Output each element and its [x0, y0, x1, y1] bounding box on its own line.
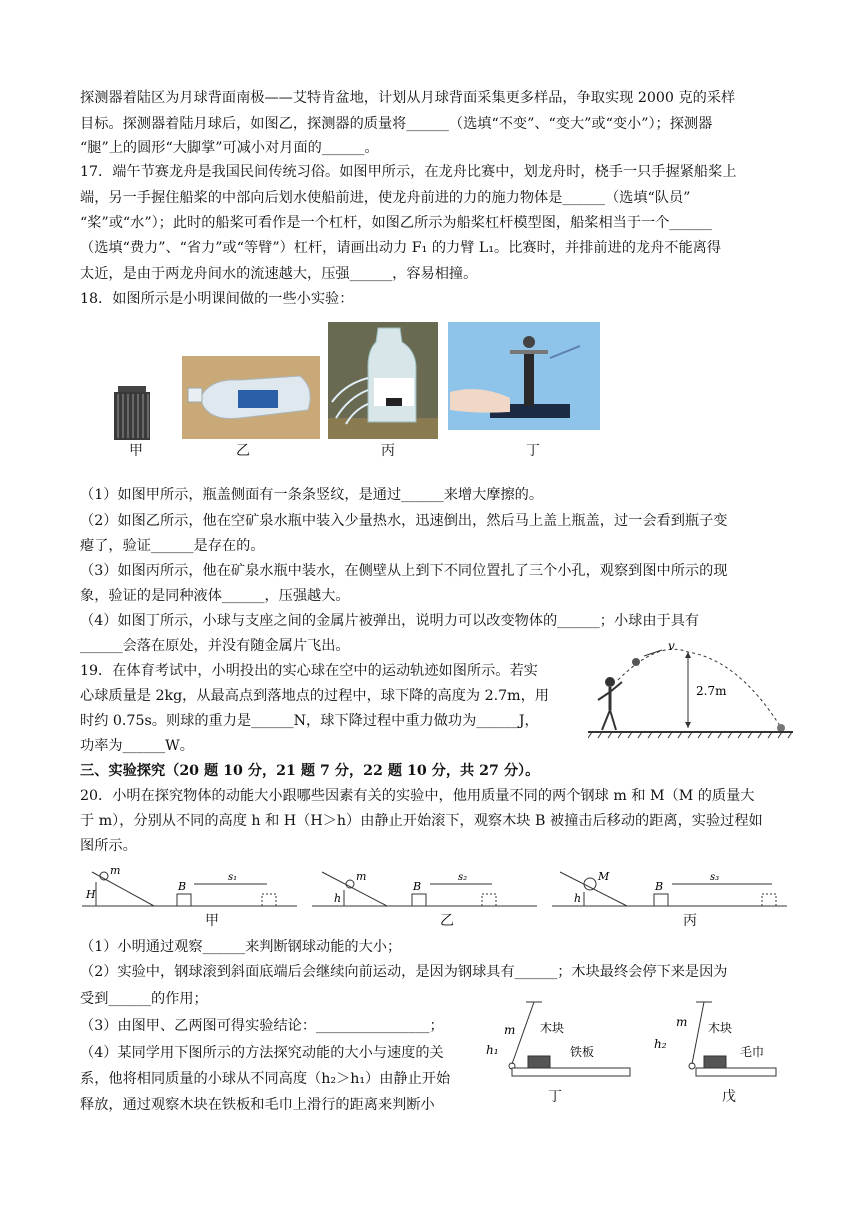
figure-19-shotput: [588, 640, 793, 746]
text-line: （4）某同学用下图所示的方法探究动能的大小与速度的关: [80, 1045, 444, 1061]
crushed-bottle-image: [182, 356, 320, 439]
height-label: 2.7m: [696, 684, 727, 698]
text-line: ______会落在原处，并没有随金属片飞出。: [80, 638, 350, 654]
text-line: （选填“费力”、“省力”或“等臂”）杠杆，请画出动力 F₁ 的力臂 L₁。比赛时，并排前进的龙舟不能离得: [80, 240, 722, 256]
caption-ding: 丁: [526, 443, 540, 459]
caption-ding: 丁: [548, 1089, 562, 1105]
text-line: 探测器着陆区为月球背面南极——艾特肯盆地，计划从月球背面采集更多样品，争取实现 2000 克的采样: [80, 90, 736, 106]
text-line: （2）如图乙所示，他在空矿泉水瓶中装入少量热水，迅速倒出，然后马上盖上瓶盖，过一会看到瓶子变: [80, 513, 728, 529]
caption-jia: 甲: [205, 913, 219, 929]
caption-yi: 乙: [236, 443, 250, 459]
text-line: 功率为______W。: [80, 738, 194, 754]
text-line: （3）由图甲、乙两图可得实验结论：________________；: [80, 1018, 444, 1034]
question-19: 19．在体育考试中，小明投出的实心球在空中的运动轨迹如图所示。若实: [80, 663, 538, 679]
svg-text:h₂: h₂: [654, 1037, 667, 1051]
question-18: 18．如图所示是小明课间做的一些小实验：: [80, 291, 354, 307]
svg-text:M: M: [598, 870, 610, 883]
text-line: 心球质量是 2kg，从最高点到落地点的过程中，球下降的高度为 2.7m，用: [80, 688, 549, 704]
text-line: （4）如图丁所示，小球与支座之间的金属片被弹出，说明力可以改变物体的______；小球由于具有: [80, 613, 700, 629]
text-line: 瘪了，验证______是存在的。: [80, 538, 265, 554]
svg-text:m: m: [676, 1015, 688, 1029]
figure-20-pendulums: [482, 994, 792, 1104]
velocity-label: v: [668, 640, 675, 653]
svg-text:m: m: [110, 866, 121, 877]
water-bottle-jets-image: [328, 322, 438, 439]
svg-text:h: h: [334, 892, 342, 905]
question-20: 20．小明在探究物体的动能大小跟哪些因素有关的实验中，他用质量不同的两个钢球 m 和 M（M 的质量大: [80, 788, 755, 804]
caption-jia: 甲: [129, 443, 143, 459]
text-line: 目标。探测器着陆月球后，如图乙，探测器的质量将______（选填“不变”、“变大”或“变小”）；探测器: [80, 116, 713, 132]
text-line: 释放，通过观察木块在铁板和毛巾上滑行的距离来判断小: [80, 1097, 435, 1113]
pendulum-ding: [486, 1002, 630, 1076]
text-line: 受到______的作用；: [80, 991, 208, 1007]
text-line: （2）实验中，钢球滚到斜面底端后会继续向前运动，是因为钢球具有______；木块最终会停下来是因为: [80, 964, 728, 980]
text-line: （1）小明通过观察______来判断钢球动能的大小；: [80, 939, 402, 955]
text-line: 系，他将相同质量的小球从不同高度（h₂＞h₁）由静止开始: [80, 1071, 451, 1087]
question-17: 17．端午节赛龙舟是我国民间传统习俗。如图甲所示，在龙舟比赛中，划龙舟时，桡手一只手握紧船桨上: [80, 164, 737, 180]
svg-text:毛巾: 毛巾: [740, 1045, 765, 1059]
svg-text:s₂: s₂: [458, 872, 468, 883]
pendulum-wu: [654, 1002, 776, 1076]
svg-text:s₁: s₁: [228, 872, 238, 883]
text-line: “桨”或“水”）；此时的船桨可看作是一个杠杆，如图乙所示为船桨杠杆模型图，船桨相当于一个______: [80, 215, 712, 231]
svg-text:木块: 木块: [708, 1021, 733, 1035]
text-line: “腿”上的圆形“大脚掌”可减小对月面的______。: [80, 140, 379, 156]
text-line: 太近，是由于两龙舟间水的流速越大，压强______，容易相撞。: [80, 266, 478, 282]
svg-text:h: h: [574, 892, 582, 905]
text-line: （1）如图甲所示，瓶盖侧面有一条条竖纹，是通过______来增大摩擦的。: [80, 487, 544, 503]
svg-text:铁板: 铁板: [570, 1045, 595, 1059]
figure-18-photos: [110, 318, 605, 443]
text-line: 端，另一手握住船桨的中部向后划水使船前进，使龙舟前进的力的施力物体是______（选填“队员”: [80, 190, 691, 206]
ramp-bing: [552, 870, 787, 906]
ramp-yi: [312, 870, 537, 906]
svg-text:木块: 木块: [540, 1021, 565, 1035]
svg-text:m: m: [504, 1023, 516, 1037]
text-line: （3）如图丙所示，他在矿泉水瓶中装水，在侧壁从上到下不同位置扎了三个小孔，观察到图中所示的现: [80, 563, 728, 579]
svg-text:B: B: [178, 880, 187, 893]
ball-stand-image: [448, 322, 600, 430]
svg-text:H: H: [86, 888, 96, 901]
caption-bing: 丙: [683, 913, 697, 929]
text-line: 图所示。: [80, 838, 137, 854]
caption-bing: 丙: [381, 443, 395, 459]
caption-wu: 戊: [722, 1089, 736, 1105]
svg-text:B: B: [413, 880, 422, 893]
svg-text:m: m: [356, 870, 367, 883]
bottle-cap-image: [114, 386, 150, 440]
text-line: 象，验证的是同种液体______，压强越大。: [80, 588, 350, 604]
svg-text:h₁: h₁: [486, 1043, 499, 1057]
text-line: 于 m），分别从不同的高度 h 和 H（H＞h）由静止开始滚下，观察木块 B 被撞击后移动的距离，实验过程如: [80, 813, 763, 829]
caption-yi: 乙: [440, 913, 454, 929]
ramp-jia: [82, 866, 297, 906]
svg-text:s₃: s₃: [710, 872, 720, 883]
svg-text:B: B: [655, 880, 664, 893]
text-line: 时约 0.75s。则球的重力是______N，球下降过程中重力做功为______J，: [80, 713, 539, 729]
section-heading: 三、实验探究（20 题 10 分，21 题 7 分，22 题 10 分，共 27 分）。: [80, 763, 540, 779]
